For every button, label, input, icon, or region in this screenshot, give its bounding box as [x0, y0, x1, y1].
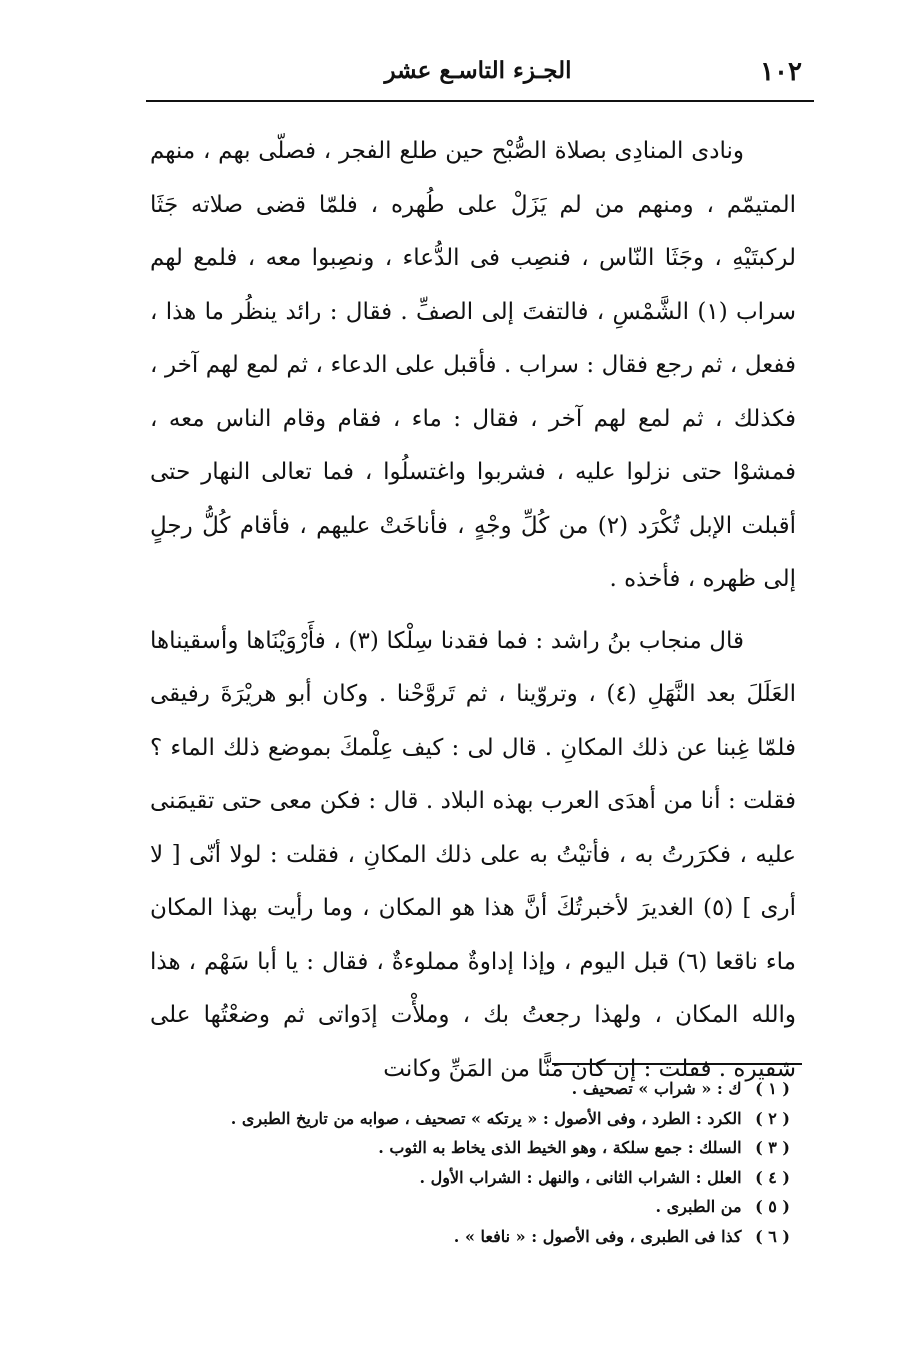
main-text	[150, 125, 796, 1096]
footnote-2	[140, 1104, 790, 1134]
footnote-marker: ( ٢ )	[755, 1108, 790, 1128]
paragraph-1: ونادى المنادِى بصلاة الصُّبْح حين طلع الفجر ، فصلّى بهم ، منهم المتيمّم ، ومنهم من لم يَزَلْ على طُهره ، فلمّا قضى صلاته جَثَا لركبتَيْهِ ، وجَثَا النّاس ، فنصِب فى الدُّعاء ، ونصِبوا معه ، فلمع لهم سراب (١) الشَّمْسِ ، فالتفتَ إلى الصفِّ . فقال : رائد ينظُر ما هذا ، ففعل ، ثم رجع فقال : سراب . فأقبل على الدعاء ، ثم لمع لهم آخر ، فكذلك ، ثم لمع لهم آخر ، فقال : ماء ، فقام وقام الناس معه ، فمشوْا حتى نزلوا عليه ، فشربوا واغتسلُوا ، فما تعالى النهار حتى أقبلت الإبل تُكْرَد (٢) من كُلِّ وجْهٍ ، فأناخَتْ عليهم ، فأقام كُلُّ رجلٍ إلى ظهره ، فأخذه .	[150, 138, 797, 592]
page-number: ١٠٢	[760, 57, 802, 87]
footnote-1	[140, 1074, 790, 1104]
footnote-text: الكرد : الطرد ، وفى الأصول : « يرتكه » تصحيف ، صوابه من تاريخ الطبرى .	[230, 1108, 742, 1128]
footnote-marker: ( ٦ )	[755, 1226, 790, 1246]
footnote-3	[140, 1133, 790, 1163]
footnote-5	[140, 1192, 790, 1222]
footnote-divider	[552, 1063, 802, 1065]
footnote-text: العلل : الشراب الثانى ، والنهل : الشراب الأول .	[419, 1167, 742, 1187]
running-header	[148, 55, 808, 95]
footnote-text: كذا فى الطبرى ، وفى الأصول : « نافعا » .	[453, 1226, 742, 1246]
footnote-marker: ( ١ )	[755, 1079, 790, 1098]
footnote-6	[140, 1222, 790, 1252]
footnotes	[140, 1074, 790, 1251]
paragraph-2: قال منجاب بنُ راشد : فما فقدنا سِلْكا (٣) ، فأَرْوَيْنَاها وأسقيناها العَلَلَ بعد النَّهَلِ (٤) ، وتروّينا ، ثم تَروَّحْنا . وكان أبو هريْرَةَ رفيقى فلمّا غِبنا عن ذلك المكانِ . قال لى : كيف عِلْمكَ بموضع ذلك الماء ؟ فقلت : أنا من أهدَى العرب بهذه البلاد . قال : فكن معى حتى تقيمَنى عليه ، فكرَرتُ به ، فأتيْتُ به على ذلك المكانِ ، فقلت : لولا أنّى [ لا أرى ] (٥) الغديرَ لأخبرتُكَ أنَّ هذا هو المكان ، وما رأيت بهذا المكان ماء ناقعا (٦) قبل اليوم ، وإذا إداوةٌ مملوءةٌ ، فقال : يا أبا سَهْم ، هذا والله المكان ، ولهذا رجعتُ بك ، وملأْت إدَواتى ثم وضعْتُها على شفيره . فقلت : إن كان مَنًّا من المَنِّ وكانت	[150, 627, 796, 1082]
footnote-text: من الطبرى .	[655, 1197, 742, 1216]
footnote-marker: ( ٤ )	[755, 1167, 790, 1187]
footnote-text: ك : « شراب » تصحيف .	[571, 1079, 742, 1098]
footnote-marker: ( ٥ )	[755, 1197, 790, 1216]
footnote-4	[140, 1163, 790, 1193]
running-title: الجـزء التاسـع عشر	[384, 57, 572, 84]
footnote-text: السلك : جمع سلكة ، وهو الخيط الذى يخاط به الثوب .	[378, 1138, 742, 1157]
footnote-marker: ( ٣ )	[755, 1138, 790, 1157]
header-divider	[146, 100, 814, 102]
